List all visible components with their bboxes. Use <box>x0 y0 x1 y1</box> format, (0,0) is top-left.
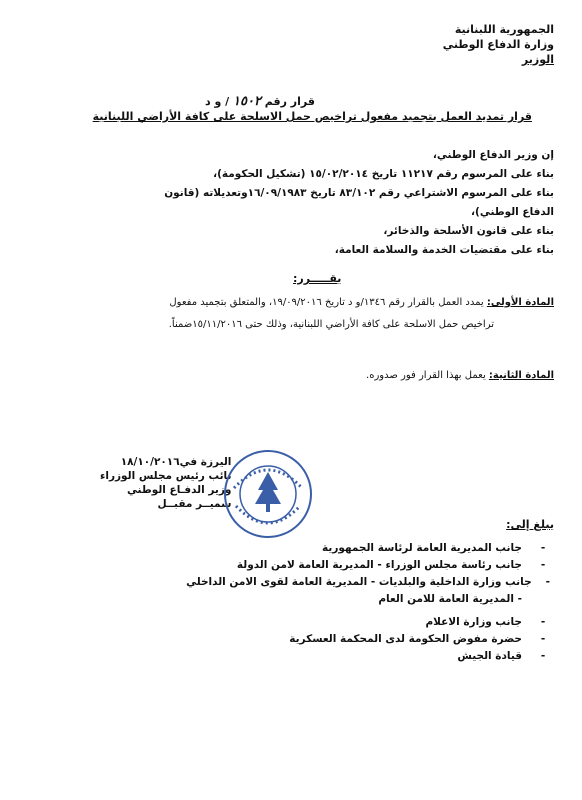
preamble-line: بناء على المرسوم الاشتراعي رقم ٨٣/١٠٢ تاريخ ١٦/٠٩/١٩٨٣وتعديلاته (قانون <box>164 187 554 199</box>
article-1-line2: تراخيص حمل الاسلحة على كافة الأراضي اللبنانية، وذلك حتى ١٥/١١/٢٠١٦ضمناً. <box>168 319 494 330</box>
decision-number-value: ١٥٠٢ <box>233 94 261 109</box>
decides-heading: يقـــــرر: <box>293 272 342 285</box>
recipient-text: جانب المديرية العامة لرئاسة الجمهورية <box>322 542 522 554</box>
minister-title: الوزير <box>521 53 554 66</box>
signature-place-date: اليرزة في١٨/١٠/٢٠١٦ <box>120 456 232 468</box>
article-2-text: يعمل بهذا القرار فور صدوره. <box>366 370 486 381</box>
list-item: - جانب رئاسة مجلس الوزراء - المديرية العامة لامن الدولة <box>220 557 550 574</box>
preamble <box>34 146 554 260</box>
list-item: - قيادة الجيش <box>220 648 550 665</box>
recipient-text: قيادة الجيش <box>457 650 522 662</box>
recipient-text: حضرة مفوض الحكومة لدى المحكمة العسكرية <box>289 633 522 645</box>
decision-number-label: قرار رقم <box>264 95 315 108</box>
ministry-name: وزارة الدفاع الوطني <box>442 38 554 51</box>
recipient-text: جانب وزارة الداخلية والبلديات - المديرية العامة لقوى الامن الداخلي <box>186 576 532 588</box>
signature-title-1: نائب رئيس مجلس الوزراء <box>100 470 232 482</box>
list-item-continued: - المديرية العامة للامن العام <box>378 593 522 605</box>
list-item: - جانب وزارة الاعلام <box>220 614 550 631</box>
signature-title-2: وزير الدفـاع الوطني <box>126 484 232 496</box>
cedar-icon <box>255 472 281 512</box>
preamble-line: الدفاع الوطني)، <box>471 206 554 218</box>
preamble-line: بناء على المرسوم رقم ١١٢١٧ تاريخ ١٥/٠٢/٢٠١٤ (تشكيل الحكومة)، <box>213 168 554 180</box>
list-item: - جانب المديرية العامة لرئاسة الجمهورية <box>220 540 550 557</box>
list-item: - حضرة مفوض الحكومة لدى المحكمة العسكرية <box>220 631 550 648</box>
ministry-seal <box>222 448 314 540</box>
decision-number <box>205 94 315 109</box>
decision-number-suffix: / و د <box>205 95 230 108</box>
article-1-line1: يمدد العمل بالقرار رقم ١٣٤٦/و د تاريخ ١٩/٠٩/٢٠١٦، والمتعلق بتجميد مفعول <box>169 297 484 308</box>
article-2 <box>366 370 554 381</box>
article-1-label: المادة الأولى: <box>486 297 554 308</box>
preamble-line: بناء على قانون الأسلحة والذخائر، <box>383 225 554 237</box>
recipient-text: جانب رئاسة مجلس الوزراء - المديرية العامة لامن الدولة <box>236 559 522 571</box>
article-1 <box>34 292 554 336</box>
decision-title: قرار تمديد العمل بتجميد مفعول تراخيص حمل الاسلحة على كافة الأراضي اللبنانية <box>92 110 532 123</box>
preamble-line: بناء على مقتضيات الخدمة والسلامة العامة، <box>334 244 554 256</box>
copy-to-heading: يبلغ إلى: <box>506 518 554 531</box>
signature-name: سميــر مقبــل <box>157 498 232 510</box>
list-item: - جانب وزارة الداخلية والبلديات - المديرية العامة لقوى الامن الداخلي <box>220 574 550 591</box>
republic-name: الجمهورية اللبنانية <box>454 23 554 36</box>
preamble-line: إن وزير الدفاع الوطني، <box>432 149 554 161</box>
recipients-list <box>186 540 550 665</box>
recipient-text: جانب وزارة الاعلام <box>425 616 522 628</box>
article-2-label: المادة الثانية: <box>488 370 554 381</box>
signature-block <box>100 455 231 511</box>
letterhead <box>443 22 554 67</box>
